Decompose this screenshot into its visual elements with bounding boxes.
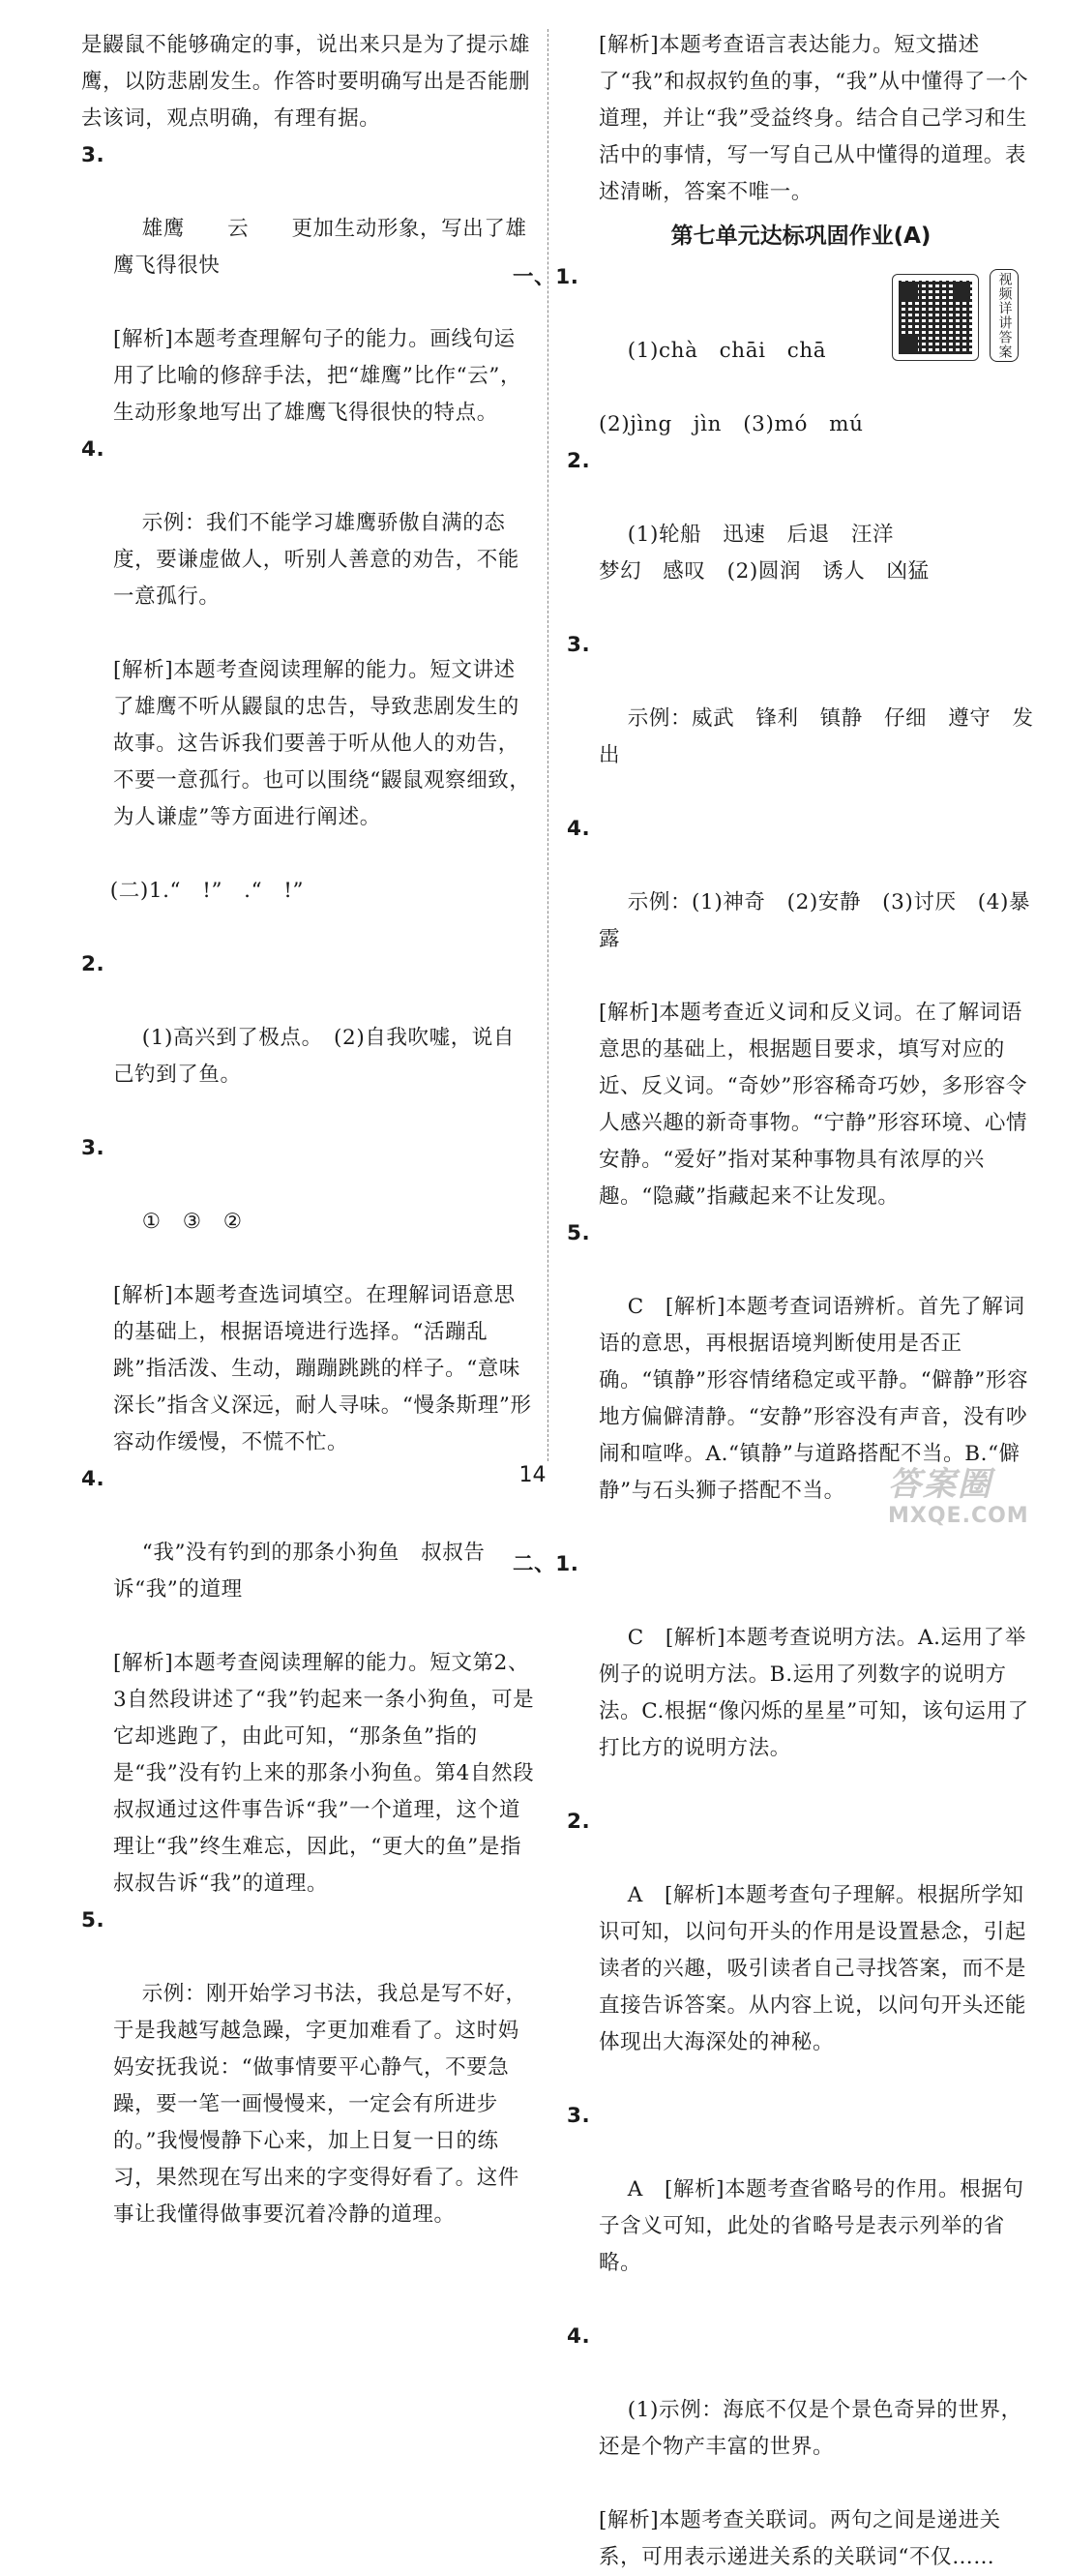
section-2-answer-4 [81,1461,536,1645]
section-2-answer-5-label: 5. [81,1908,105,1932]
section-1-answer-4-label: 4. [567,817,591,841]
page-number: 14 [518,1463,547,1487]
section-1-label: 一、1. [513,265,579,289]
qr-code-pattern [899,281,972,354]
section-1-answer-1a: (1)chà chāi chā [627,339,827,363]
qr-code[interactable] [892,274,979,361]
column-divider [547,29,548,1461]
section-2b-answer-4 [567,2319,1035,2502]
answer-4-label: 4. [81,437,105,462]
section-2-answer-2-label: 2. [81,952,105,976]
left-column [81,27,536,2270]
section-2-answer-4-label: 4. [81,1467,105,1491]
answer-3-analysis: [解析]本题考查理解句子的能力。画线句运用了比喻的修辞手法，把“雄鹰”比作“云”，生动形象地写出了雄鹰飞得很快的特点。 [113,327,522,425]
section-2-answer-1-text: “ !” .“ !” [169,879,305,903]
section-1-answer-3-text: 示例：威武 锋利 镇静 仔细 遵守 发出 [599,706,1034,767]
section-2-answer-3 [81,1130,536,1277]
section-1-answer-4-analysis: [解析]本题考查近义词和反义词。在了解词语意思的基础上，根据题目要求，填写对应的近、反义词。“奇妙”形容稀奇巧妙，多形容令人感兴趣的新奇事物。“宁静”形容环境、心情安静。“爱好”指对某种事物具有浓厚的兴趣。“隐藏”指藏起来不让发现。 [599,1001,1028,1209]
watermark-logo [888,1466,1033,1536]
section-1-answer-2 [567,443,1035,627]
section-2b-answer-4-text: (1)示例：海底不仅是个景色奇异的世界，还是个物产丰富的世界。 [599,2398,1022,2459]
section-2-answer-3-analysis: [解析]本题考查选词填空。在理解词语意思的基础上，根据语境进行选择。“活蹦乱跳”指活泼、生动，蹦蹦跳跳的样子。“意味深长”指含义深远，耐人寻味。“慢条斯理”形容动作缓慢，不慌不忙。 [113,1283,532,1454]
section-2-answer-5-text: 示例：刚开始学习书法，我总是写不好，于是我越写越急躁，字更加难看了。这时妈妈安抚我说：“做事情要平心静气，不要急躁，要一笔一画慢慢来，一定会有所进步的。”我慢慢静下心来，加上日复一日的练习，果然现在写出来的字变得好看了。这件事让我懂得做事要沉着冷静的道理。 [113,1982,527,2227]
watermark-top: 答案圈 [888,1465,992,1504]
section-1-answer-5-label: 5. [567,1221,591,1245]
section-2-answer-2-text: (1)高兴到了极点。 (2)自我吹嘘，说自己钓到了鱼。 [113,1026,516,1087]
section-1-answer-3-label: 3. [567,633,591,657]
section-2b-answer-3-label: 3. [567,2104,591,2128]
section-1-answer-1b: (2)jìng jìn (3)mó mú [599,412,864,436]
answer-3-text: 雄鹰 云 更加生动形象，写出了雄鹰飞得很快 [113,217,527,278]
unit-title: 第七单元达标巩固作业(A) [670,224,932,249]
section-1-answer-5-text: C [解析]本题考查词语辨析。首先了解词语的意思，再根据语境判断使用是否正确。“镇静”形容情绪稳定或平静。“僻静”形容地方偏僻清静。“安静”形容没有声音，没有吵闹和喧哗。A.“镇静”与道路搭配不当。B.“僻静”与石头狮子搭配不当。 [599,1295,1029,1503]
section-2b-answer-4-label: 4. [567,2324,591,2349]
section-2b-answer-2-text: A [解析]本题考查句子理解。根据所学知识可知，以问句开头的作用是设置悬念，引起读者的兴趣，吸引读者自己寻找答案，而不是直接告诉答案。从内容上说，以问句开头还能体现出大海深处的神秘。 [599,1883,1027,2054]
section-2b-answer-3-text: A [解析]本题考查省略号的作用。根据句子含义可知，此处的省略号是表示列举的省略。 [599,2177,1024,2275]
answer-5-analysis-continued: [解析]本题考查语言表达能力。短文描述了“我”和叔叔钓鱼的事，“我”从中懂得了一个道理，并让“我”受益终身。结合自己学习和生活中的事情，写一写自己从中懂得的道理。表述清晰，答案不唯一。 [599,33,1029,204]
section-2b-answer-1-text: C [解析]本题考查说明方法。A.运用了举例子的说明方法。B.运用了列数字的说明方法。C.根据“像闪烁的星星”可知，该句运用了打比方的说明方法。 [599,1626,1029,1760]
section-2b-answer-2 [567,1804,1035,2098]
watermark-bottom: MXQE.COM [888,1504,1029,1528]
section-2b-answer-4-analysis: [解析]本题考查关联词。两句之间是递进关系，可用表示递进关系的关联词“不仅…… [599,2508,1001,2569]
section-2-answer-2 [81,946,536,1130]
section-1-answer-3 [567,627,1035,811]
section-2-answer-4-text: “我”没有钓到的那条小狗鱼 叔叔告诉“我”的道理 [113,1541,486,1602]
section-2-answer-1 [81,836,536,946]
section-2b-answer-1 [513,1546,1035,1804]
section-2-answer-4-analysis: [解析]本题考查阅读理解的能力。短文第2、3自然段讲述了“我”钓起来一条小狗鱼，可是它却逃跑了，由此可知，“那条鱼”指的是“我”没有钓上来的那条小狗鱼。第4自然段叔叔通过这件事告诉“我”一个道理，这个道理让“我”终生难忘，因此，“更大的鱼”是指叔叔告诉“我”的道理。 [113,1651,535,1896]
answer-3 [81,137,536,321]
section-1-answer-4 [567,811,1035,995]
section-2-answer-3-text: ① ③ ② [141,1210,243,1234]
qr-code-label: 视频详讲答案 [990,269,1019,362]
section-2b-answer-2-label: 2. [567,1810,591,1834]
answer-4-analysis: [解析]本题考查阅读理解的能力。短文讲述了雄鹰不听从鼹鼠的忠告，导致悲剧发生的故事。这告诉我们要善于听从他人的劝告，不要一意孤行。也可以围绕“鼹鼠观察细致，为人谦虚”等方面进行阐述。 [113,658,531,829]
section-1-answer-2-text: (1)轮船 迅速 后退 汪洋 梦幻 感叹 (2)圆润 诱人 凶猛 [599,523,930,584]
section-2-answer-5 [81,1902,536,2270]
section-2b-answer-3 [567,2098,1035,2319]
section-1-answer-2-label: 2. [567,449,591,473]
answer-3-label: 3. [81,143,105,167]
answer-4 [81,432,536,652]
section-2-answer-3-label: 3. [81,1136,105,1160]
section-2-label: (二)1. [109,879,170,903]
answer-4-text: 示例：我们不能学习雄鹰骄傲自满的态度，要谦虚做人，听别人善意的劝告，不能一意孤行。 [113,511,519,609]
section-2b-label: 二、1. [513,1552,579,1576]
paragraph-continued: 是鼹鼠不能够确定的事，说出来只是为了提示雄鹰，以防悲剧发生。作答时要明确写出是否能删去该词，观点明确，有理有据。 [81,33,531,131]
section-1-answer-4-text: 示例：(1)神奇 (2)安静 (3)讨厌 (4)暴露 [599,890,1031,951]
